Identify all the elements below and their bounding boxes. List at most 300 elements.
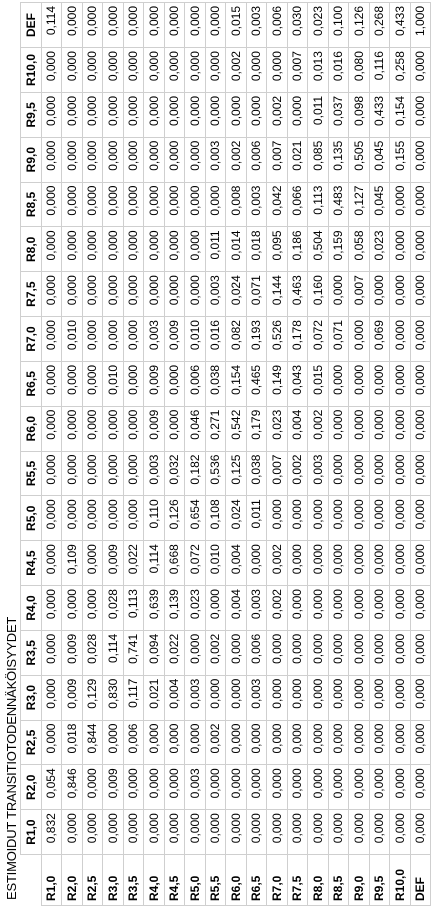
table-cell[interactable]: 0,000 <box>410 496 431 541</box>
column-header[interactable]: R3,5 <box>21 630 42 675</box>
table-cell[interactable]: 0,000 <box>123 3 144 48</box>
row-header[interactable]: R10,0 <box>390 855 411 906</box>
table-cell[interactable]: 0,000 <box>123 317 144 362</box>
table-cell[interactable]: 0,000 <box>82 810 103 855</box>
table-cell[interactable]: 0,000 <box>41 137 62 182</box>
row-header[interactable]: DEF <box>410 855 431 906</box>
table-cell[interactable]: 0,000 <box>62 137 83 182</box>
table-cell[interactable]: 0,004 <box>287 406 308 451</box>
table-cell[interactable]: 0,054 <box>41 765 62 810</box>
table-cell[interactable]: 0,023 <box>369 227 390 272</box>
table-cell[interactable]: 0,022 <box>123 541 144 586</box>
table-cell[interactable]: 0,000 <box>328 361 349 406</box>
table-cell[interactable]: 0,155 <box>390 137 411 182</box>
table-cell[interactable]: 0,003 <box>246 586 267 631</box>
table-cell[interactable]: 0,000 <box>82 765 103 810</box>
table-cell[interactable]: 0,114 <box>144 541 165 586</box>
table-cell[interactable]: 0,144 <box>267 272 288 317</box>
table-cell[interactable]: 0,000 <box>62 586 83 631</box>
table-cell[interactable]: 0,000 <box>103 48 124 93</box>
table-cell[interactable]: 0,000 <box>287 630 308 675</box>
table-cell[interactable]: 0,125 <box>226 451 247 496</box>
table-cell[interactable]: 0,000 <box>369 272 390 317</box>
table-cell[interactable]: 0,000 <box>410 630 431 675</box>
table-cell[interactable]: 0,000 <box>410 765 431 810</box>
table-cell[interactable]: 0,000 <box>349 496 370 541</box>
table-cell[interactable]: 0,000 <box>123 361 144 406</box>
table-cell[interactable]: 0,116 <box>369 48 390 93</box>
table-cell[interactable]: 0,000 <box>328 586 349 631</box>
table-cell[interactable]: 0,045 <box>369 137 390 182</box>
table-cell[interactable]: 0,069 <box>369 317 390 362</box>
table-cell[interactable]: 0,082 <box>226 317 247 362</box>
table-cell[interactable]: 0,002 <box>267 541 288 586</box>
table-cell[interactable]: 0,000 <box>41 182 62 227</box>
table-cell[interactable]: 0,000 <box>369 810 390 855</box>
table-cell[interactable]: 0,139 <box>164 586 185 631</box>
table-cell[interactable]: 0,000 <box>103 406 124 451</box>
table-cell[interactable]: 0,117 <box>123 675 144 720</box>
table-cell[interactable]: 0,483 <box>328 182 349 227</box>
table-cell[interactable]: 0,000 <box>41 451 62 496</box>
table-cell[interactable]: 0,000 <box>103 137 124 182</box>
row-header[interactable]: R6,0 <box>226 855 247 906</box>
table-cell[interactable]: 0,000 <box>82 227 103 272</box>
table-cell[interactable]: 0,160 <box>308 272 329 317</box>
table-cell[interactable]: 0,000 <box>82 496 103 541</box>
table-cell[interactable]: 0,000 <box>390 227 411 272</box>
table-cell[interactable]: 0,072 <box>185 541 206 586</box>
table-cell[interactable]: 0,000 <box>62 92 83 137</box>
table-cell[interactable]: 0,002 <box>267 92 288 137</box>
table-cell[interactable]: 0,000 <box>41 675 62 720</box>
table-cell[interactable]: 0,010 <box>103 361 124 406</box>
table-cell[interactable]: 0,000 <box>287 586 308 631</box>
table-cell[interactable]: 0,009 <box>164 317 185 362</box>
table-cell[interactable]: 0,000 <box>103 451 124 496</box>
table-cell[interactable]: 0,000 <box>185 92 206 137</box>
table-cell[interactable]: 0,000 <box>205 3 226 48</box>
table-cell[interactable]: 0,463 <box>287 272 308 317</box>
table-cell[interactable]: 0,009 <box>103 765 124 810</box>
table-cell[interactable]: 0,846 <box>62 765 83 810</box>
table-cell[interactable]: 0,000 <box>62 3 83 48</box>
row-header[interactable]: R3,5 <box>123 855 144 906</box>
table-cell[interactable]: 0,000 <box>41 496 62 541</box>
table-cell[interactable]: 0,006 <box>246 630 267 675</box>
table-cell[interactable]: 0,000 <box>62 406 83 451</box>
table-cell[interactable]: 0,071 <box>246 272 267 317</box>
table-cell[interactable]: 0,154 <box>390 92 411 137</box>
table-cell[interactable]: 0,000 <box>164 406 185 451</box>
row-header[interactable]: R7,0 <box>267 855 288 906</box>
table-cell[interactable]: 0,000 <box>185 3 206 48</box>
table-cell[interactable]: 0,009 <box>62 630 83 675</box>
table-cell[interactable]: 0,000 <box>103 810 124 855</box>
table-cell[interactable]: 0,178 <box>287 317 308 362</box>
table-cell[interactable]: 0,000 <box>287 675 308 720</box>
table-cell[interactable]: 0,000 <box>410 451 431 496</box>
table-cell[interactable]: 0,003 <box>246 182 267 227</box>
table-cell[interactable]: 0,000 <box>62 272 83 317</box>
table-cell[interactable]: 0,058 <box>349 227 370 272</box>
table-cell[interactable]: 0,000 <box>410 92 431 137</box>
column-header[interactable]: R9,0 <box>21 137 42 182</box>
table-cell[interactable]: 0,000 <box>267 675 288 720</box>
table-cell[interactable]: 0,071 <box>328 317 349 362</box>
table-cell[interactable]: 0,113 <box>123 586 144 631</box>
column-header[interactable]: R3,0 <box>21 675 42 720</box>
table-cell[interactable]: 0,000 <box>82 137 103 182</box>
table-cell[interactable]: 0,000 <box>287 92 308 137</box>
table-cell[interactable]: 0,668 <box>164 541 185 586</box>
table-cell[interactable]: 0,000 <box>328 630 349 675</box>
table-cell[interactable]: 0,000 <box>328 272 349 317</box>
table-cell[interactable]: 0,000 <box>267 630 288 675</box>
table-cell[interactable]: 0,002 <box>205 720 226 765</box>
table-cell[interactable]: 0,000 <box>144 182 165 227</box>
table-cell[interactable]: 0,000 <box>82 272 103 317</box>
table-cell[interactable]: 0,000 <box>390 361 411 406</box>
table-cell[interactable]: 0,000 <box>410 675 431 720</box>
table-cell[interactable]: 0,000 <box>82 541 103 586</box>
table-cell[interactable]: 0,000 <box>41 720 62 765</box>
table-cell[interactable]: 0,000 <box>144 92 165 137</box>
table-cell[interactable]: 0,018 <box>246 227 267 272</box>
table-cell[interactable]: 0,000 <box>369 630 390 675</box>
table-cell[interactable]: 0,000 <box>164 272 185 317</box>
table-cell[interactable]: 0,000 <box>349 406 370 451</box>
table-cell[interactable]: 0,024 <box>226 272 247 317</box>
table-cell[interactable]: 0,000 <box>410 406 431 451</box>
table-cell[interactable]: 0,433 <box>369 92 390 137</box>
table-cell[interactable]: 0,000 <box>226 92 247 137</box>
table-cell[interactable]: 0,000 <box>287 810 308 855</box>
table-cell[interactable]: 0,000 <box>164 720 185 765</box>
table-cell[interactable]: 0,000 <box>123 496 144 541</box>
table-cell[interactable]: 0,009 <box>103 541 124 586</box>
column-header[interactable]: R8,5 <box>21 182 42 227</box>
table-cell[interactable]: 0,023 <box>267 406 288 451</box>
table-cell[interactable]: 0,844 <box>82 720 103 765</box>
table-cell[interactable]: 0,003 <box>246 3 267 48</box>
column-header[interactable]: R4,5 <box>21 541 42 586</box>
table-cell[interactable]: 0,003 <box>308 451 329 496</box>
table-cell[interactable]: 0,000 <box>41 406 62 451</box>
row-header[interactable]: R8,0 <box>308 855 329 906</box>
table-cell[interactable]: 0,000 <box>308 765 329 810</box>
column-header[interactable]: R7,0 <box>21 317 42 362</box>
table-cell[interactable]: 0,433 <box>390 3 411 48</box>
table-cell[interactable]: 0,000 <box>205 92 226 137</box>
table-cell[interactable]: 0,000 <box>410 720 431 765</box>
table-cell[interactable]: 0,004 <box>226 541 247 586</box>
column-header[interactable]: R8,0 <box>21 227 42 272</box>
table-cell[interactable]: 0,536 <box>205 451 226 496</box>
table-cell[interactable]: 0,000 <box>82 361 103 406</box>
table-cell[interactable]: 0,002 <box>205 630 226 675</box>
table-cell[interactable]: 0,021 <box>144 675 165 720</box>
table-cell[interactable]: 0,000 <box>205 675 226 720</box>
table-cell[interactable]: 0,154 <box>226 361 247 406</box>
table-cell[interactable]: 0,000 <box>349 765 370 810</box>
table-cell[interactable]: 0,000 <box>123 227 144 272</box>
table-cell[interactable]: 0,000 <box>267 48 288 93</box>
table-cell[interactable]: 0,000 <box>246 48 267 93</box>
table-cell[interactable]: 0,258 <box>390 48 411 93</box>
table-cell[interactable]: 0,038 <box>246 451 267 496</box>
table-cell[interactable]: 0,002 <box>226 137 247 182</box>
table-cell[interactable]: 0,000 <box>103 720 124 765</box>
table-cell[interactable]: 0,004 <box>226 586 247 631</box>
table-cell[interactable]: 0,000 <box>185 630 206 675</box>
table-cell[interactable]: 0,000 <box>144 227 165 272</box>
table-cell[interactable]: 0,000 <box>349 720 370 765</box>
row-header[interactable]: R3,0 <box>103 855 124 906</box>
table-cell[interactable]: 0,832 <box>41 810 62 855</box>
table-cell[interactable]: 0,000 <box>328 675 349 720</box>
table-cell[interactable]: 0,000 <box>390 630 411 675</box>
table-cell[interactable]: 0,095 <box>267 227 288 272</box>
table-cell[interactable]: 0,000 <box>267 720 288 765</box>
table-cell[interactable]: 0,000 <box>185 182 206 227</box>
table-cell[interactable]: 0,000 <box>41 48 62 93</box>
table-cell[interactable]: 0,000 <box>103 3 124 48</box>
table-cell[interactable]: 0,000 <box>369 675 390 720</box>
table-cell[interactable]: 0,000 <box>123 272 144 317</box>
table-cell[interactable]: 0,042 <box>267 182 288 227</box>
row-header[interactable]: R7,5 <box>287 855 308 906</box>
table-cell[interactable]: 0,000 <box>390 586 411 631</box>
table-cell[interactable]: 0,000 <box>308 586 329 631</box>
table-cell[interactable]: 0,465 <box>246 361 267 406</box>
table-cell[interactable]: 0,000 <box>82 48 103 93</box>
table-cell[interactable]: 0,000 <box>287 541 308 586</box>
table-cell[interactable]: 0,045 <box>369 182 390 227</box>
table-cell[interactable]: 0,000 <box>410 272 431 317</box>
column-header[interactable]: R4,0 <box>21 586 42 631</box>
table-cell[interactable]: 0,000 <box>205 586 226 631</box>
table-cell[interactable]: 0,000 <box>267 765 288 810</box>
table-cell[interactable]: 0,000 <box>390 406 411 451</box>
column-header[interactable]: DEF <box>21 3 42 48</box>
table-cell[interactable]: 0,000 <box>410 361 431 406</box>
table-cell[interactable]: 0,003 <box>144 317 165 362</box>
table-cell[interactable]: 0,000 <box>164 3 185 48</box>
column-header[interactable]: R10,0 <box>21 48 42 93</box>
table-cell[interactable]: 0,014 <box>226 227 247 272</box>
table-cell[interactable]: 0,007 <box>287 48 308 93</box>
table-cell[interactable]: 0,003 <box>246 675 267 720</box>
table-cell[interactable]: 0,000 <box>308 541 329 586</box>
table-cell[interactable]: 0,113 <box>308 182 329 227</box>
table-cell[interactable]: 0,526 <box>267 317 288 362</box>
table-cell[interactable]: 0,000 <box>328 406 349 451</box>
table-cell[interactable]: 0,004 <box>164 675 185 720</box>
table-cell[interactable]: 0,000 <box>103 272 124 317</box>
column-header[interactable]: R5,0 <box>21 496 42 541</box>
table-cell[interactable]: 0,000 <box>246 541 267 586</box>
table-cell[interactable]: 0,022 <box>164 630 185 675</box>
table-cell[interactable]: 0,000 <box>246 720 267 765</box>
table-cell[interactable]: 0,741 <box>123 630 144 675</box>
table-cell[interactable]: 0,008 <box>226 182 247 227</box>
table-cell[interactable]: 0,000 <box>390 541 411 586</box>
table-cell[interactable]: 0,000 <box>103 227 124 272</box>
table-cell[interactable]: 0,000 <box>164 810 185 855</box>
table-cell[interactable]: 0,066 <box>287 182 308 227</box>
table-cell[interactable]: 0,000 <box>123 182 144 227</box>
table-cell[interactable]: 0,000 <box>410 586 431 631</box>
table-cell[interactable]: 0,023 <box>185 586 206 631</box>
table-cell[interactable]: 0,000 <box>369 720 390 765</box>
table-cell[interactable]: 0,010 <box>205 541 226 586</box>
table-cell[interactable]: 0,000 <box>164 227 185 272</box>
table-cell[interactable]: 0,000 <box>103 496 124 541</box>
table-cell[interactable]: 0,000 <box>390 720 411 765</box>
table-cell[interactable]: 0,129 <box>82 675 103 720</box>
table-cell[interactable]: 0,003 <box>185 765 206 810</box>
table-cell[interactable]: 0,018 <box>62 720 83 765</box>
table-cell[interactable]: 0,000 <box>369 765 390 810</box>
table-cell[interactable]: 0,000 <box>82 3 103 48</box>
table-cell[interactable]: 0,000 <box>62 182 83 227</box>
table-cell[interactable]: 0,000 <box>185 137 206 182</box>
row-header[interactable]: R5,5 <box>205 855 226 906</box>
table-cell[interactable]: 0,000 <box>82 92 103 137</box>
row-header[interactable]: R9,5 <box>369 855 390 906</box>
table-cell[interactable]: 0,108 <box>205 496 226 541</box>
table-cell[interactable]: 0,000 <box>82 586 103 631</box>
table-cell[interactable]: 0,007 <box>267 451 288 496</box>
table-cell[interactable]: 0,100 <box>328 3 349 48</box>
table-cell[interactable]: 0,149 <box>267 361 288 406</box>
table-cell[interactable]: 0,126 <box>164 496 185 541</box>
table-cell[interactable]: 0,003 <box>185 675 206 720</box>
table-cell[interactable]: 0,000 <box>41 92 62 137</box>
table-cell[interactable]: 0,000 <box>123 48 144 93</box>
table-cell[interactable]: 0,000 <box>308 630 329 675</box>
table-cell[interactable]: 0,186 <box>287 227 308 272</box>
table-cell[interactable]: 0,000 <box>226 765 247 810</box>
table-cell[interactable]: 0,000 <box>226 810 247 855</box>
table-cell[interactable]: 0,000 <box>144 765 165 810</box>
table-cell[interactable]: 0,000 <box>185 227 206 272</box>
table-cell[interactable]: 0,000 <box>164 137 185 182</box>
table-cell[interactable]: 0,000 <box>123 406 144 451</box>
table-cell[interactable]: 0,000 <box>41 630 62 675</box>
table-cell[interactable]: 0,011 <box>308 92 329 137</box>
table-cell[interactable]: 0,000 <box>390 765 411 810</box>
table-cell[interactable]: 0,000 <box>164 182 185 227</box>
table-cell[interactable]: 0,016 <box>205 317 226 362</box>
row-header[interactable]: R4,0 <box>144 855 165 906</box>
table-cell[interactable]: 0,000 <box>144 720 165 765</box>
table-cell[interactable]: 0,000 <box>390 182 411 227</box>
column-header[interactable]: R5,5 <box>21 451 42 496</box>
table-cell[interactable]: 0,000 <box>287 765 308 810</box>
table-cell[interactable]: 0,002 <box>308 406 329 451</box>
table-cell[interactable]: 0,000 <box>328 810 349 855</box>
column-header[interactable]: R6,0 <box>21 406 42 451</box>
table-cell[interactable]: 0,000 <box>144 137 165 182</box>
table-cell[interactable]: 0,015 <box>308 361 329 406</box>
table-cell[interactable]: 0,000 <box>144 48 165 93</box>
table-cell[interactable]: 0,011 <box>205 227 226 272</box>
table-cell[interactable]: 0,000 <box>369 451 390 496</box>
table-cell[interactable]: 0,032 <box>164 451 185 496</box>
table-cell[interactable]: 0,000 <box>267 496 288 541</box>
table-cell[interactable]: 0,000 <box>369 586 390 631</box>
row-header[interactable]: R2,0 <box>62 855 83 906</box>
table-cell[interactable]: 0,000 <box>246 92 267 137</box>
table-cell[interactable]: 0,003 <box>144 451 165 496</box>
table-cell[interactable]: 0,000 <box>246 765 267 810</box>
table-cell[interactable]: 0,006 <box>123 720 144 765</box>
table-cell[interactable]: 0,182 <box>185 451 206 496</box>
table-cell[interactable]: 0,024 <box>226 496 247 541</box>
table-cell[interactable]: 0,000 <box>328 496 349 541</box>
table-cell[interactable]: 0,000 <box>41 541 62 586</box>
table-cell[interactable]: 0,000 <box>390 317 411 362</box>
table-cell[interactable]: 0,000 <box>226 675 247 720</box>
row-header[interactable]: R8,5 <box>328 855 349 906</box>
table-cell[interactable]: 0,002 <box>287 451 308 496</box>
table-cell[interactable]: 0,006 <box>267 3 288 48</box>
table-cell[interactable]: 0,000 <box>390 810 411 855</box>
table-cell[interactable]: 0,193 <box>246 317 267 362</box>
table-cell[interactable]: 0,006 <box>246 137 267 182</box>
table-cell[interactable]: 0,542 <box>226 406 247 451</box>
table-cell[interactable]: 0,505 <box>349 137 370 182</box>
table-cell[interactable]: 1,000 <box>410 3 431 48</box>
table-cell[interactable]: 0,000 <box>123 137 144 182</box>
table-cell[interactable]: 0,000 <box>144 3 165 48</box>
table-cell[interactable]: 0,000 <box>349 630 370 675</box>
table-cell[interactable]: 0,000 <box>62 451 83 496</box>
table-cell[interactable]: 0,000 <box>144 272 165 317</box>
table-cell[interactable]: 0,007 <box>267 137 288 182</box>
table-cell[interactable]: 0,000 <box>41 227 62 272</box>
table-cell[interactable]: 0,000 <box>410 137 431 182</box>
table-cell[interactable]: 0,000 <box>41 586 62 631</box>
table-cell[interactable]: 0,043 <box>287 361 308 406</box>
table-cell[interactable]: 0,000 <box>410 227 431 272</box>
table-cell[interactable]: 0,000 <box>390 451 411 496</box>
table-cell[interactable]: 0,000 <box>287 720 308 765</box>
table-cell[interactable]: 0,007 <box>349 272 370 317</box>
table-cell[interactable]: 0,000 <box>144 810 165 855</box>
table-cell[interactable]: 0,000 <box>226 720 247 765</box>
table-cell[interactable]: 0,000 <box>410 541 431 586</box>
table-cell[interactable]: 0,268 <box>369 3 390 48</box>
table-cell[interactable]: 0,000 <box>349 586 370 631</box>
table-cell[interactable]: 0,000 <box>41 272 62 317</box>
table-cell[interactable]: 0,159 <box>328 227 349 272</box>
table-cell[interactable]: 0,000 <box>185 48 206 93</box>
table-cell[interactable]: 0,002 <box>226 48 247 93</box>
table-cell[interactable]: 0,000 <box>410 317 431 362</box>
table-cell[interactable]: 0,009 <box>144 361 165 406</box>
table-cell[interactable]: 0,000 <box>62 48 83 93</box>
table-cell[interactable]: 0,114 <box>103 630 124 675</box>
table-cell[interactable]: 0,000 <box>62 227 83 272</box>
table-cell[interactable]: 0,000 <box>164 92 185 137</box>
table-cell[interactable]: 0,000 <box>308 810 329 855</box>
table-cell[interactable]: 0,000 <box>164 48 185 93</box>
column-header[interactable]: R6,5 <box>21 361 42 406</box>
table-cell[interactable]: 0,114 <box>41 3 62 48</box>
